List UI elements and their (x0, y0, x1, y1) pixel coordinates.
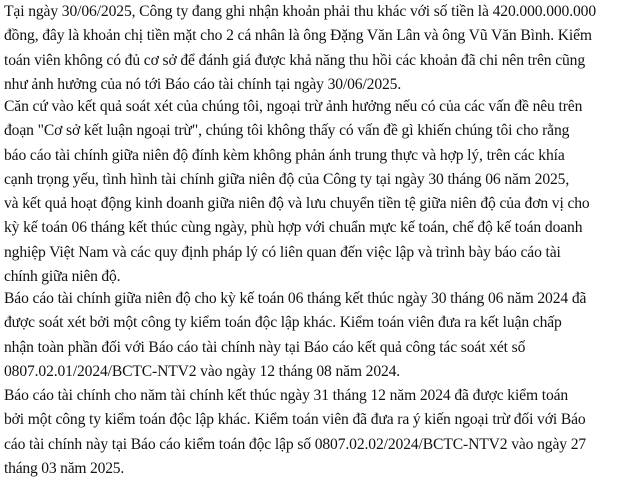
text-line: Báo cáo tài chính giữa niên độ cho kỳ kế toán 06 tháng kết thúc ngày 30 tháng 06 năm 2024 đã (4, 290, 587, 307)
text-line: đồng, đây là khoản chị tiền mặt cho 2 cá nhân là ông Đặng Văn Lân và ông Vũ Văn Bình. Kiểm (4, 27, 592, 45)
text-line: được soát xét bởi một công ty kiểm toán độc lập khác. Kiểm toán viên đưa ra kết luận chấp (4, 314, 562, 332)
text-line: tháng 03 năm 2025. (4, 459, 125, 477)
paragraph-receivable-note (4, 0, 615, 97)
text-line: như ảnh hưởng của nó tới Báo cáo tài chính tại ngày 30/06/2025. (4, 75, 402, 93)
text-line: 0807.02.01/2024/BCTC-NTV2 vào ngày 12 tháng 08 năm 2024. (4, 362, 401, 380)
text-line: báo cáo tài chính giữa niên độ đính kèm không phản ánh trung thực và hợp lý, trên các khía (4, 146, 565, 164)
paragraph-prior-year-audit (4, 384, 615, 481)
text-line: Căn cứ vào kết quả soát xét của chúng tôi, ngoại trừ ảnh hưởng nếu có của các vấn đề nêu trên (4, 98, 583, 115)
text-line: cạnh trọng yếu, tình hình tài chính giữa niên độ của Công ty tại ngày 30 tháng 06 năm 2025, (4, 170, 570, 188)
text-line: đoạn "Cơ sở kết luận ngoại trừ", chúng tôi không thấy có vấn đề gì khiến chúng tôi cho rằng (4, 122, 570, 140)
text-line: chính giữa niên độ. (4, 268, 121, 286)
text-line: và kết quả hoạt động kinh doanh giữa niên độ và lưu chuyển tiền tệ giữa niên độ của đơn vị cho (4, 195, 590, 213)
text-line: kỳ kế toán 06 tháng kết thúc cùng ngày, phù hợp với chuẩn mực kế toán, chế độ kế toán doanh (4, 219, 583, 237)
text-line: Tại ngày 30/06/2025, Công ty đang ghi nhận khoản phải thu khác với số tiền là 420.000.000.000 (4, 3, 597, 20)
paragraph-qualified-conclusion (4, 95, 615, 289)
text-line: toán viên không có đủ cơ sở để đánh giá được khả năng thu hồi các khoản đã chi nên trên cũng (4, 51, 586, 69)
text-line: nghiệp Việt Nam và các quy định pháp lý có liên quan đến việc lập và trình bày báo cáo tài (4, 243, 561, 261)
text-line: bởi một công ty kiểm toán độc lập khác. Kiểm toán viên đã đưa ra ý kiến ngoại trừ đối với Báo (4, 411, 586, 429)
text-line: Báo cáo tài chính cho năm tài chính kết thúc ngày 31 tháng 12 năm 2024 đã được kiểm toán (4, 387, 569, 404)
text-line: nhận toàn phần đối với Báo cáo tài chính này tại Báo cáo kết quả công tác soát xét số (4, 338, 526, 356)
text-line: cáo tài chính này tại Báo cáo kiểm toán độc lập số 0807.02.02/2024/BCTC-NTV2 vào ngày 27 (4, 435, 587, 453)
paragraph-prior-period-review (4, 287, 615, 384)
